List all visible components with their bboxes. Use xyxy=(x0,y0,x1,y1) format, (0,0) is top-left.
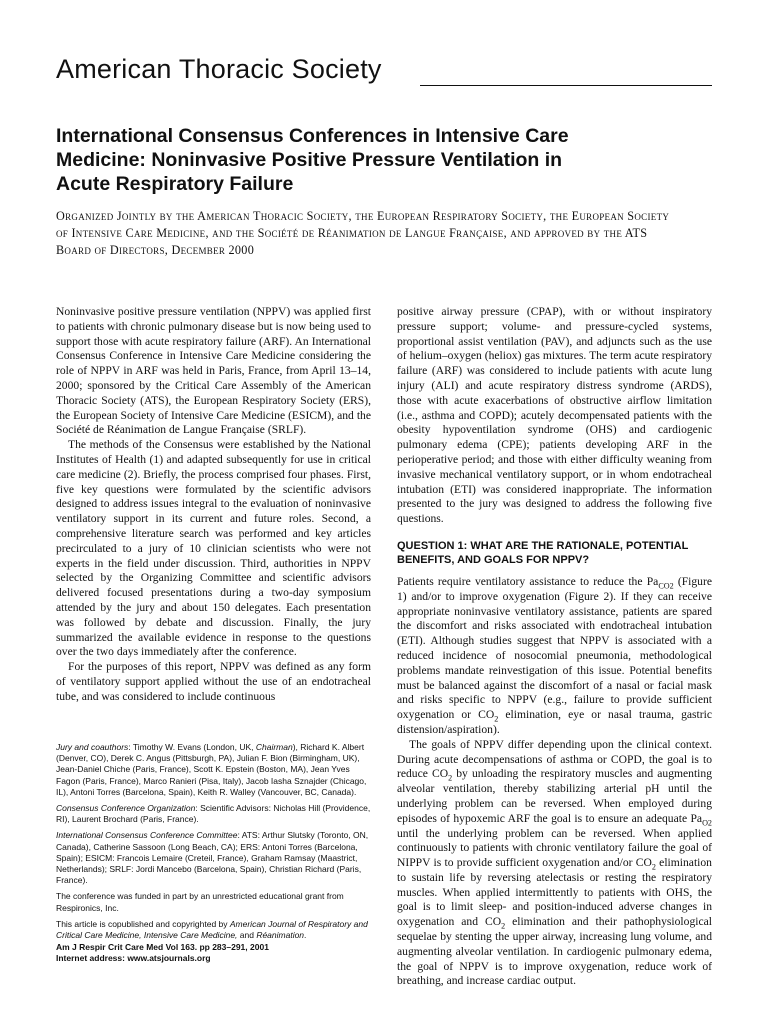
footnotes xyxy=(56,742,374,964)
methods-paragraph: The methods of the Consensus were established by the National Institutes of Health (1) and adapted subsequently for use in critical care medicine (2). Briefly, the process comprised four phases. First, five key questions were formulated by the scientific advisors designed to address issues integral to the evaluation of noninvasive ventilatory support in its current and future roles. Second, a comprehensive literature search was performed and key articles precirculated to a jury of 10 clinician scientists who were not experts in the field under discussion. Third, authorities in NPPV selected by the Organizing Committee and scientific advisors delivered focused presentations during a two-day symposium attended by the jury and about 150 delegates. Each presentation was followed by debate and discussion. Finally, the jury summarized the available evidence in response to the questions over the two days immediately after the conference. xyxy=(56,438,371,659)
header-rule xyxy=(420,85,712,86)
copub-text: This article is copublished and copyrighted by xyxy=(56,918,230,929)
question-1-heading: QUESTION 1: WHAT ARE THE RATIONALE, POTENTIAL BENEFITS, AND GOALS FOR NPPV? xyxy=(397,539,689,566)
text-run: elimination to sustain life by reversing atelectasis or resting the respiratory muscles. When applied intermittently to patients with OHS, the goal is to limit sleep- and position-induced adverse changes in oxygenation and CO xyxy=(397,856,712,929)
subscript: 2 xyxy=(651,862,656,872)
text-run: by unloading the respiratory muscles and augmenting alveolar ventilation, thereby stabilizing arterial pH until the underlying problem can be reversed. When employed during episodes of hypoxemic ARF the goal is to ensure an adequate Pa xyxy=(397,767,712,825)
organized-line: of Intensive Care Medicine, and the Société de Réanimation de Langue Française, and approved by the ATS xyxy=(56,226,648,240)
journal-citation: Am J Respir Crit Care Med Vol 163. pp 283–291, 2001 xyxy=(56,942,269,953)
society-header: American Thoracic Society xyxy=(56,54,382,84)
internet-address: Internet address: www.atsjournals.org xyxy=(56,953,211,964)
jury-footnote xyxy=(56,742,374,798)
jury-text: ), Richard K. Albert (Denver, CO), Derek C. Angus (Pittsburgh, PA), Julian F. Bion (Birmingham, UK), Jean-Daniel Chiche (Paris, France), Scott K. Epstein (Boston, MA), Jean Yves Fagon (Paris, France), Marco Ranieri (Pisa, Italy), Jacob Iasha Sznajder (Chicago, IL), Antoni Torres (Barcelona, Spain), Keith R. Walley (Vancouver, BC, Canada). xyxy=(56,742,367,797)
text-run: (Figure 1) and/or to improve oxygenation (Figure 2). If they can receive appropriate noninvasive ventilatory assistance, patients are spared the discomfort and risks associated with endotracheal intubation (ETI). Although studies suggest that NPPV is associated with a reduced incidence of nosocomial pneumonia, methodological problems mandate reinvestigation of this issue. Potential benefits must be balanced against the discomfort of a nasal or facial mask and risks specific to NPPV (e.g., failure to provide sufficient oxygenation or CO xyxy=(397,574,712,722)
organization-footnote xyxy=(56,803,374,825)
goals-paragraph xyxy=(397,738,712,990)
org-label: Consensus Conference Organization xyxy=(56,803,196,814)
copub-text: . xyxy=(304,930,307,941)
rationale-paragraph xyxy=(397,575,712,738)
journal-name: Réanimation xyxy=(256,930,305,941)
title-line: International Consensus Conferences in Intensive Care xyxy=(56,125,569,147)
subscript: 2 xyxy=(494,714,499,724)
text-run: The goals of NPPV differ depending upon the clinical context. During acute decompensations of asthma or COPD, the goal is to reduce CO xyxy=(397,737,712,781)
committee-footnote xyxy=(56,830,374,886)
scope-paragraph: positive airway pressure (CPAP), with or without inspiratory pressure support; volume- and pressure-cycled systems, proportional assist ventilation (PAV), and adjuncts such as the use of helium–oxygen (heliox) gas mixtures. The term acute respiratory failure (ARF) was considered to include patients with acute lung injury (ALI) and acute respiratory distress syndrome (ARDS), those with acute exacerbations of obstructive airflow limitation (i.e., asthma and COPD); acutely decompensated patients with the obesity hypoventilation syndrome (OHS) and cardiogenic pulmonary edema (CPE); patients developing ARF in the perioperative period; and those with either difficulty weaning from invasive mechanical ventilatory support, or in whom endotracheal intubation (ETI) was considered inappropriate. The information presented to the jury was designed to address the following five questions. xyxy=(397,305,712,526)
text-run: elimination and their pathophysiological sequelae by stenting the upper airway, increasing lung volume, and augmenting alveolar ventilation. In cardiogenic pulmonary edema, the goal of NPPV is to improve oxygenation, reduce work of breathing, and increase cardiac output. xyxy=(397,915,712,988)
text-run: Patients require ventilatory assistance to reduce the Pa xyxy=(397,574,659,588)
subscript: O2 xyxy=(702,818,712,828)
title-line: Acute Respiratory Failure xyxy=(56,173,294,195)
organized-line: Board of Directors, December 2000 xyxy=(56,243,255,257)
title-line: Medicine: Noninvasive Positive Pressure Ventilation in xyxy=(56,149,563,171)
subscript: 2 xyxy=(448,773,453,783)
text-run: elimination, eye or nasal trauma, gastric distension/aspiration). xyxy=(397,708,713,736)
subscript: CO2 xyxy=(658,581,674,591)
committee-label: International Consensus Conference Committee xyxy=(56,830,238,841)
organized-by xyxy=(56,208,721,259)
right-column xyxy=(397,305,712,989)
funding-footnote: The conference was funded in part by an unrestricted educational grant from Respironics, Inc. xyxy=(56,891,344,913)
definition-paragraph: For the purposes of this report, NPPV was defined as any form of ventilatory support applied without the use of an endotracheal tube, and was considered to include continuous xyxy=(56,660,371,703)
subscript: 2 xyxy=(501,921,506,931)
chairman-label: Chairman xyxy=(255,742,293,752)
intro-paragraph: Noninvasive positive pressure ventilation (NPPV) was applied first to patients with chronic pulmonary disease but is now being used to support those with acute respiratory failure (ARF). An International Consensus Conference in Intensive Care Medicine considering the role of NPPV in ARF was held in Paris, France, from April 13–14, 2000; sponsored by the Critical Care Assembly of the American Thoracic Society (ATS), the European Respiratory Society (ERS), the European Society of Intensive Care Medicine (ESICM), and the Société de Réanimation de Langue Française (SRLF). xyxy=(56,305,371,437)
copub-text: and xyxy=(237,930,257,941)
org-text: : Scientific Advisors: Nicholas Hill (Providence, RI), Laurent Brochard (Paris, France). xyxy=(56,803,371,825)
jury-text: : Timothy W. Evans (London, UK, xyxy=(128,742,256,752)
text-run: until the underlying problem can be reversed. When applied continuously to patients with chronic ventilatory failure the goal of NIPPV is to provide sufficient oxygenation and/or CO xyxy=(397,826,712,870)
organized-line: Organized Jointly by the American Thoracic Society, the European Respiratory Society, the European Society xyxy=(56,209,670,223)
left-column xyxy=(56,305,371,705)
journal-name: American Journal of Respiratory and Critical Care Medicine, Intensive Care Medicine, xyxy=(56,918,368,941)
copublished-footnote xyxy=(56,919,374,941)
jury-label: Jury and coauthors xyxy=(56,742,129,752)
article-title xyxy=(56,124,726,196)
committee-text: : ATS: Arthur Slutsky (Toronto, ON, Canada), Catherine Sassoon (Long Beach, CA); ERS: Antoni Torres (Barcelona, Spain); ESICM: Francois Lemaire (Creteil, France), Graham Ramsay (Maastrict, Netherlands); SRLF: Jordi Mancebo (Barcelona, Spain), Christian Richard (Paris, France). xyxy=(56,830,369,886)
